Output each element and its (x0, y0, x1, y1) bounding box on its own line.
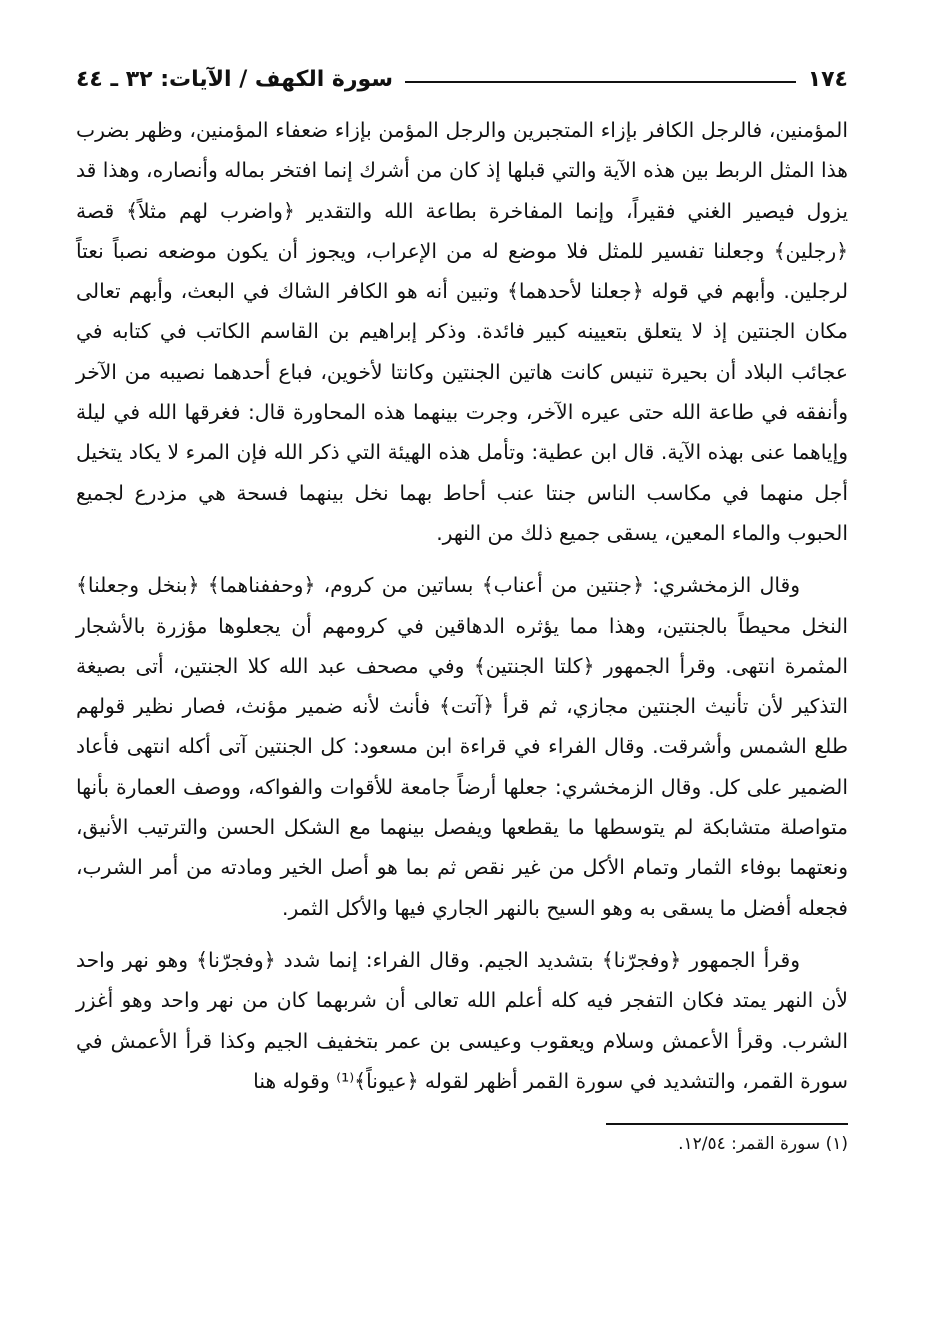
footnote-rule (606, 1123, 848, 1125)
page-header (76, 62, 848, 96)
book-page (76, 62, 848, 1157)
page-number: ١٧٤ (807, 66, 848, 92)
paragraph-2: وقال الزمخشري: ﴿جنتين من أعناب﴾ بساتين من كروم، ﴿وحففناهما﴾ ﴿بنخل وجعلنا﴾ النخل محيطاً بالجنتين، وهذا مما يؤثره الدهاقين في كرومهم أن يجعلوها مؤزرة بالأشجار المثمرة انتهى. وقرأ الجمهور ﴿كلتا الجنتين﴾ وفي مصحف عبد الله كلا الجنتين، أتى بصيغة التذكير لأن تأنيث الجنتين مجازي، ثم قرأ ﴿آتت﴾ فأنث لأنه ضمير مؤنث، فصار نظير قولهم طلع الشمس وأشرقت. وقال الفراء في قراءة ابن مسعود: كل الجنتين آتى أكله انتهى فأعاد الضمير على كل. وقال الزمخشري: جعلها أرضاً جامعة للأقوات والفواكه، ووصف العمارة بأنها متواصلة متشابكة لم يتوسطها ما يقطعها ويفصل بينهما مع الشكل الحسن والترتيب الأنيق، ونعتهما بوفاء الثمار وتمام الأكل من غير نقص ثم بما هو أصل الخير ومادته من أمر الشرب، فجعله أفضل ما يسقى به وهو السيح بالنهر الجاري فيها والأكل الثمر. (76, 573, 848, 920)
paragraph-1: المؤمنين، فالرجل الكافر بإزاء المتجبرين والرجل المؤمن بإزاء ضعفاء المؤمنين، وظهر بضرب هذا المثل الربط بين هذه الآية والتي قبلها إذ كان من أشرك إنما افتخر بماله وأنصاره، وهذا قد يزول فيصير الغني فقيراً، وإنما المفاخرة بطاعة الله والتقدير ﴿واضرب لهم مثلاً﴾ قصة ﴿رجلين﴾ وجعلنا تفسير للمثل فلا موضع له من الإعراب، ويجوز أن يكون موضعه نصباً نعتاً لرجلين. وأبهم في قوله ﴿جعلنا لأحدهما﴾ وتبين أنه هو الكافر الشاك في البعث، وأبهم تعالى مكان الجنتين إذ لا يتعلق بتعيينه كبير فائدة. وذكر إبراهيم بن القاسم الكاتب في كتابه في عجائب البلاد أن بحيرة تنيس كانت هاتين الجنتين وكانتا لأخوين، فباع أحدهما نصيبه من الآخر وأنفقه في طاعة الله حتى عيره الآخر، وجرت بينهما هذه المحاورة قال: فغرقها الله في ليلة وإياهما عنى بهذه الآية. قال ابن عطية: وتأمل هذه الهيئة التي ذكر الله فإن المرء لا يكاد يتخيل أجل منهما في مكاسب الناس جنتا عنب أحاط بهما نخل بينهما فسحة هي مزدرع لجميع الحبوب والماء المعين، يسقى جميع ذلك من النهر. (76, 118, 848, 545)
paragraph-3: وقرأ الجمهور ﴿وفجرّنا﴾ بتشديد الجيم. وقال الفراء: إنما شدد ﴿وفجرّنا﴾ وهو نهر واحد لأن النهر يمتد فكان التفجر فيه كله أعلم الله تعالى أن شربهما كان من نهر واحد وهو أغزر الشرب. وقرأ الأعمش وسلام ويعقوب وعيسى بن عمر بتخفيف الجيم وكذا قرأ الأعمش في سورة القمر، والتشديد في سورة القمر أظهر لقوله ﴿عيوناً﴾⁽¹⁾ وقوله هنا (76, 947, 848, 1093)
header-rule (405, 81, 796, 83)
running-title: سورة الكهف / الآيات: ٣٢ ـ ٤٤ (76, 66, 393, 92)
main-text (76, 110, 848, 1101)
footnote: (١) سورة القمر: ١٢/٥٤. (678, 1134, 848, 1155)
